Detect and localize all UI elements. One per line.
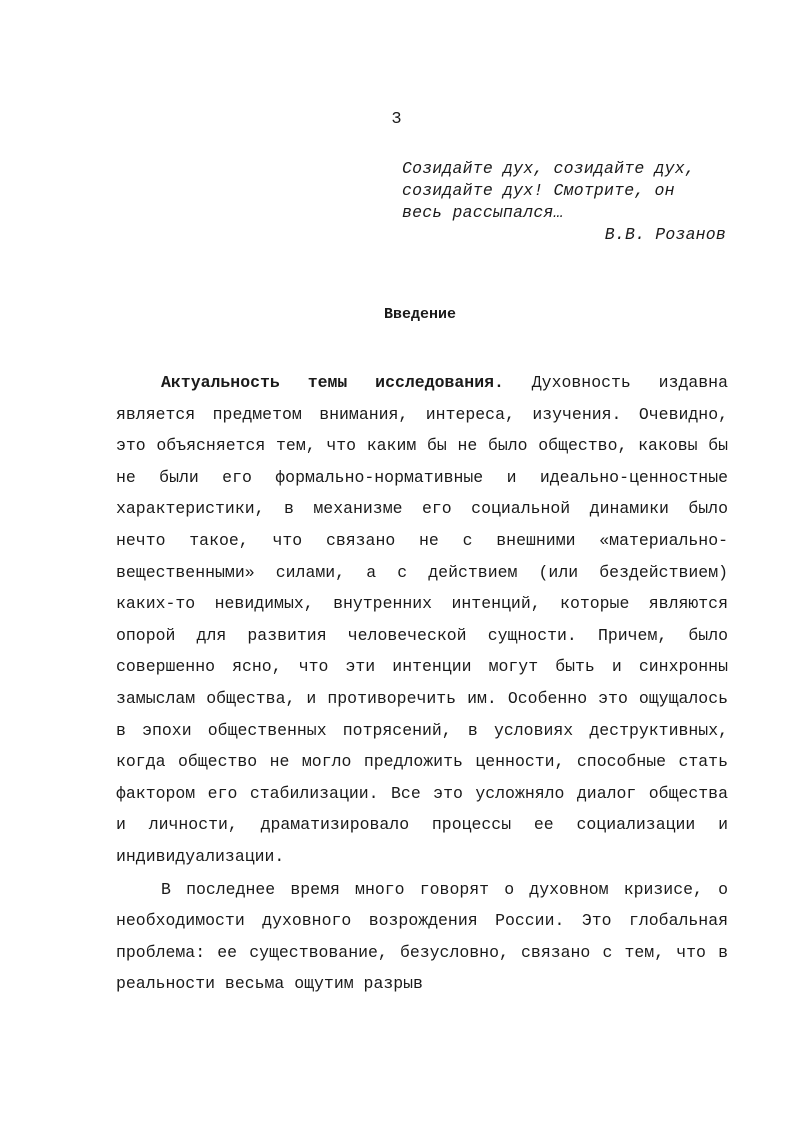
page-number: 3: [391, 110, 402, 129]
epigraph-line: весь рассыпался…: [402, 203, 564, 222]
paragraph-lead: Актуальность темы исследования.: [161, 373, 504, 392]
epigraph-author: В.В. Розанов: [604, 225, 726, 244]
section-heading: Введение: [383, 306, 456, 323]
epigraph-line: Созидайте дух, созидайте дух,: [402, 159, 695, 178]
paragraph-crisis: [116, 874, 728, 1000]
epigraph: [402, 158, 732, 246]
body-text: [116, 367, 728, 1000]
paragraph-text: В последнее время много говорят о духовном кризисе, о необходимости духовного возрождения России. Это глобальная проблема: ее существование, безусловно, связано с тем, что в реальности весьма ощутим разрыв: [116, 879, 728, 994]
paragraph-text: Духовность издавна является предметом внимания, интереса, изучения. Очевидно, это объясняется тем, что каким бы не было общество, каковы бы не были его формально-нормативные и идеально-ценностные характеристики, в механизме его социальной динамики было нечто такое, что связано не с внешними «материально-вещественными» силами, а с действием (или бездействием) каких-то невидимых, внутренних интенций, которые являются опорой для развития человеческой сущности. Причем, было совершенно ясно, что эти интенции могут быть и синхронны замыслам общества, и противоречить им. Особенно это ощущалось в эпохи общественных потрясений, в условиях деструктивных, когда общество не могло предложить ценности, способные стать фактором его стабилизации. Все это усложняло диалог общества и личности, драматизировало процессы ее социализации и индивидуализации.: [116, 373, 728, 866]
epigraph-line: созидайте дух! Смотрите, он: [402, 181, 675, 200]
paragraph-relevance: [116, 367, 728, 873]
